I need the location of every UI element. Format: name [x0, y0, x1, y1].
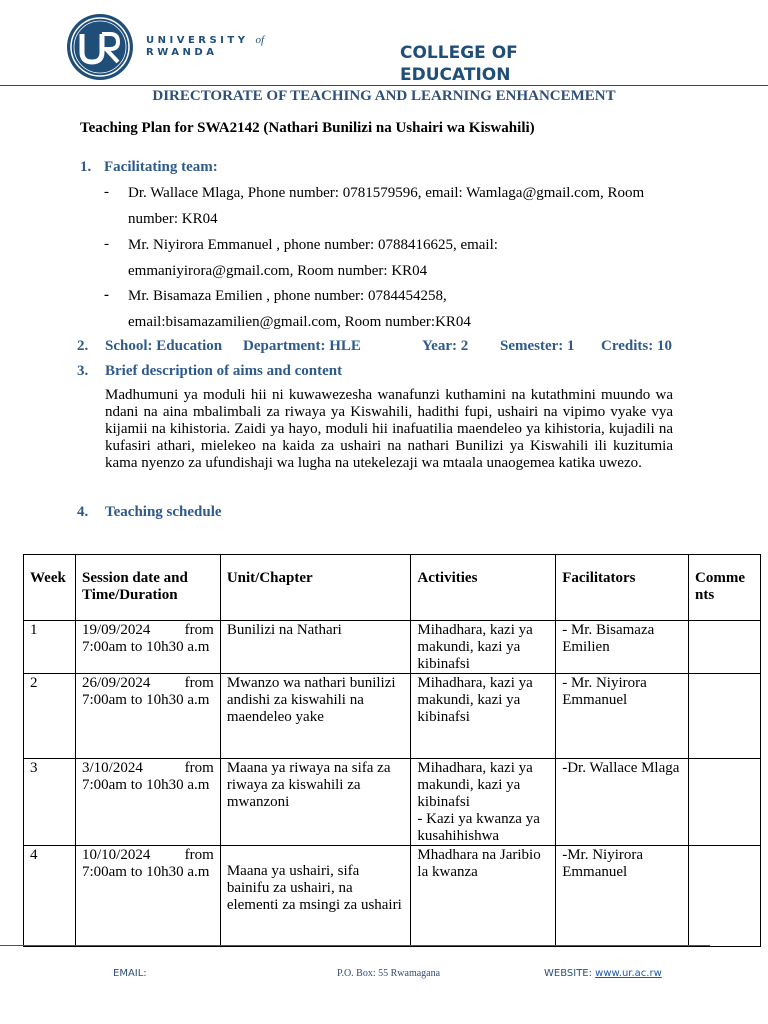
section-4-number: 4. — [77, 504, 89, 520]
member-3-line1: Mr. Bisamaza Emilien , phone number: 0784454258, — [128, 288, 447, 304]
member-2 — [128, 232, 688, 284]
facilitators-cell: -Dr. Wallace Mlaga — [556, 759, 689, 846]
week-cell: 4 — [24, 846, 76, 947]
directorate-title: DIRECTORATE OF TEACHING AND LEARNING ENHANCEMENT — [152, 88, 616, 104]
activities-cell — [411, 759, 556, 846]
university-line2: RWANDA — [146, 47, 218, 58]
session-from: from — [184, 760, 214, 776]
section-4-title: Teaching schedule — [105, 504, 222, 520]
university-line1: UNIVERSITY — [146, 35, 249, 46]
table-header-row — [24, 555, 761, 621]
teaching-schedule-table — [23, 554, 761, 947]
session-time: 7:00am to 10h30 a.m — [81, 692, 210, 708]
footer-website-label: WEBSITE: — [544, 968, 592, 979]
header-facilitators: Facilitators — [556, 555, 689, 621]
comments-cell — [689, 846, 761, 947]
section-1-title: Facilitating team: — [104, 159, 218, 175]
member-1-line1: Dr. Wallace Mlaga, Phone number: 0781579596, email: Wamlaga@gmail.com, Room — [128, 185, 645, 201]
activities-text: Mihadhara, kazi ya makundi, kazi ya kibinafsi — [417, 760, 533, 810]
unit-cell: Mwanzo wa nathari bunilizi andishi za kiswahili na maendeleo yake — [220, 674, 411, 759]
comments-cell — [689, 759, 761, 846]
unit-cell — [220, 846, 411, 947]
unit-cell: Bunilizi na Nathari — [220, 621, 411, 674]
week-cell: 1 — [24, 621, 76, 674]
facilitators-cell: - Mr. Bisamaza Emilien — [556, 621, 689, 674]
member-1 — [128, 180, 688, 232]
section-4-heading — [77, 504, 222, 521]
university-name — [146, 34, 264, 59]
session-cell — [75, 621, 220, 674]
plan-title: Teaching Plan for SWA2142 (Nathari Bunilizi na Ushairi wa Kiswahili) — [80, 120, 535, 136]
comments-cell — [689, 621, 761, 674]
college-name-text: COLLEGE OF EDUCATION — [400, 43, 518, 85]
section-1-number: 1. — [80, 159, 92, 175]
comments-cell — [689, 674, 761, 759]
footer-email-label: EMAIL: — [113, 968, 147, 979]
member-3-line2: email:bisamazamilien@gmail.com, Room number:KR04 — [128, 314, 471, 330]
session-time: 7:00am to 10h30 a.m — [81, 777, 210, 793]
header-unit: Unit/Chapter — [220, 555, 411, 621]
facilitators-cell: -Mr. Niyirora Emmanuel — [556, 846, 689, 947]
aims-description: Madhumuni ya moduli hii ni kuwawezesha wanafunzi kuthamini na kutathmini muundo wa ndani na aina mbalimbali za riwaya ya Kiswahili, hadithi fupi, ushairi na vipimo vyake vya kijamii na kihistoria. Zaidi ya hayo, moduli hii inafuatilia maendeleo ya kihistoria, kujadili na kufasiri athari, mielekeo na kaida za ushairi na nathari Bunilizi ya Kiswahili ili kuzitumia kama nyenzo za ufundishaji wa lugha na utekelezaji wa mtaala unaogemea katika uwezo. — [105, 387, 673, 471]
session-date: 19/09/2024 — [81, 622, 151, 638]
header-activities: Activities — [411, 555, 556, 621]
header-week: Week — [24, 555, 76, 621]
section-2-number: 2. — [77, 338, 89, 354]
session-date: 10/10/2024 — [81, 847, 151, 863]
session-cell — [75, 674, 220, 759]
unit-text: Maana ya ushairi, sifa bainifu za ushairi, na elementi za msingi za ushairi — [226, 863, 402, 913]
table-row — [24, 621, 761, 674]
website-link[interactable]: www.ur.ac.rw — [595, 968, 662, 979]
session-from: from — [184, 847, 214, 863]
member-2-bullet: - — [104, 236, 109, 252]
session-cell — [75, 846, 220, 947]
college-name — [352, 42, 532, 85]
table-row — [24, 674, 761, 759]
session-date: 26/09/2024 — [81, 675, 151, 691]
activities-cell: Mihadhara, kazi ya makundi, kazi ya kibinafsi — [411, 621, 556, 674]
header-session: Session date and Time/Duration — [75, 555, 220, 621]
table-row — [24, 846, 761, 947]
section-3-number: 3. — [77, 363, 89, 379]
week-cell: 3 — [24, 759, 76, 846]
week-cell: 2 — [24, 674, 76, 759]
school-field: School: Education — [105, 338, 223, 354]
session-time: 7:00am to 10h30 a.m — [81, 864, 210, 880]
department-field: Department: HLE — [243, 338, 361, 354]
session-time: 7:00am to 10h30 a.m — [81, 639, 210, 655]
section-3-title: Brief description of aims and content — [105, 363, 343, 379]
footer-divider — [0, 945, 710, 946]
unit-cell: Maana ya riwaya na sifa za riwaya za kiswahili za mwanzoni — [220, 759, 411, 846]
member-2-line2: emmaniyirora@gmail.com, Room number: KR04 — [128, 263, 428, 279]
header-comments: Comme nts — [689, 555, 761, 621]
section-1-heading — [80, 159, 218, 176]
activities-extra: - Kazi ya kwanza ya kusahihishwa — [417, 811, 540, 844]
member-1-bullet: - — [104, 184, 109, 200]
header-divider — [0, 85, 768, 86]
session-date: 3/10/2024 — [81, 760, 143, 776]
member-1-line2: number: KR04 — [128, 211, 218, 227]
university-logo — [60, 12, 140, 82]
footer-website — [544, 968, 662, 979]
member-2-line1: Mr. Niyirora Emmanuel , phone number: 0788416625, email: — [128, 237, 498, 253]
university-of: of — [255, 34, 265, 46]
semester-field: Semester: 1 — [500, 338, 575, 354]
facilitators-cell: - Mr. Niyirora Emmanuel — [556, 674, 689, 759]
session-from: from — [184, 675, 214, 691]
footer-po-box: P.O. Box: 55 Rwamagana — [337, 968, 441, 979]
member-3 — [128, 283, 688, 335]
session-from: from — [184, 622, 214, 638]
activities-cell: Mhadhara na Jaribio la kwanza — [411, 846, 556, 947]
activities-cell: Mihadhara, kazi ya makundi, kazi ya kibinafsi — [411, 674, 556, 759]
section-3-heading — [77, 363, 342, 380]
member-3-bullet: - — [104, 287, 109, 303]
credits-field: Credits: 10 — [601, 338, 672, 354]
year-field: Year: 2 — [422, 338, 469, 354]
session-cell — [75, 759, 220, 846]
table-row — [24, 759, 761, 846]
